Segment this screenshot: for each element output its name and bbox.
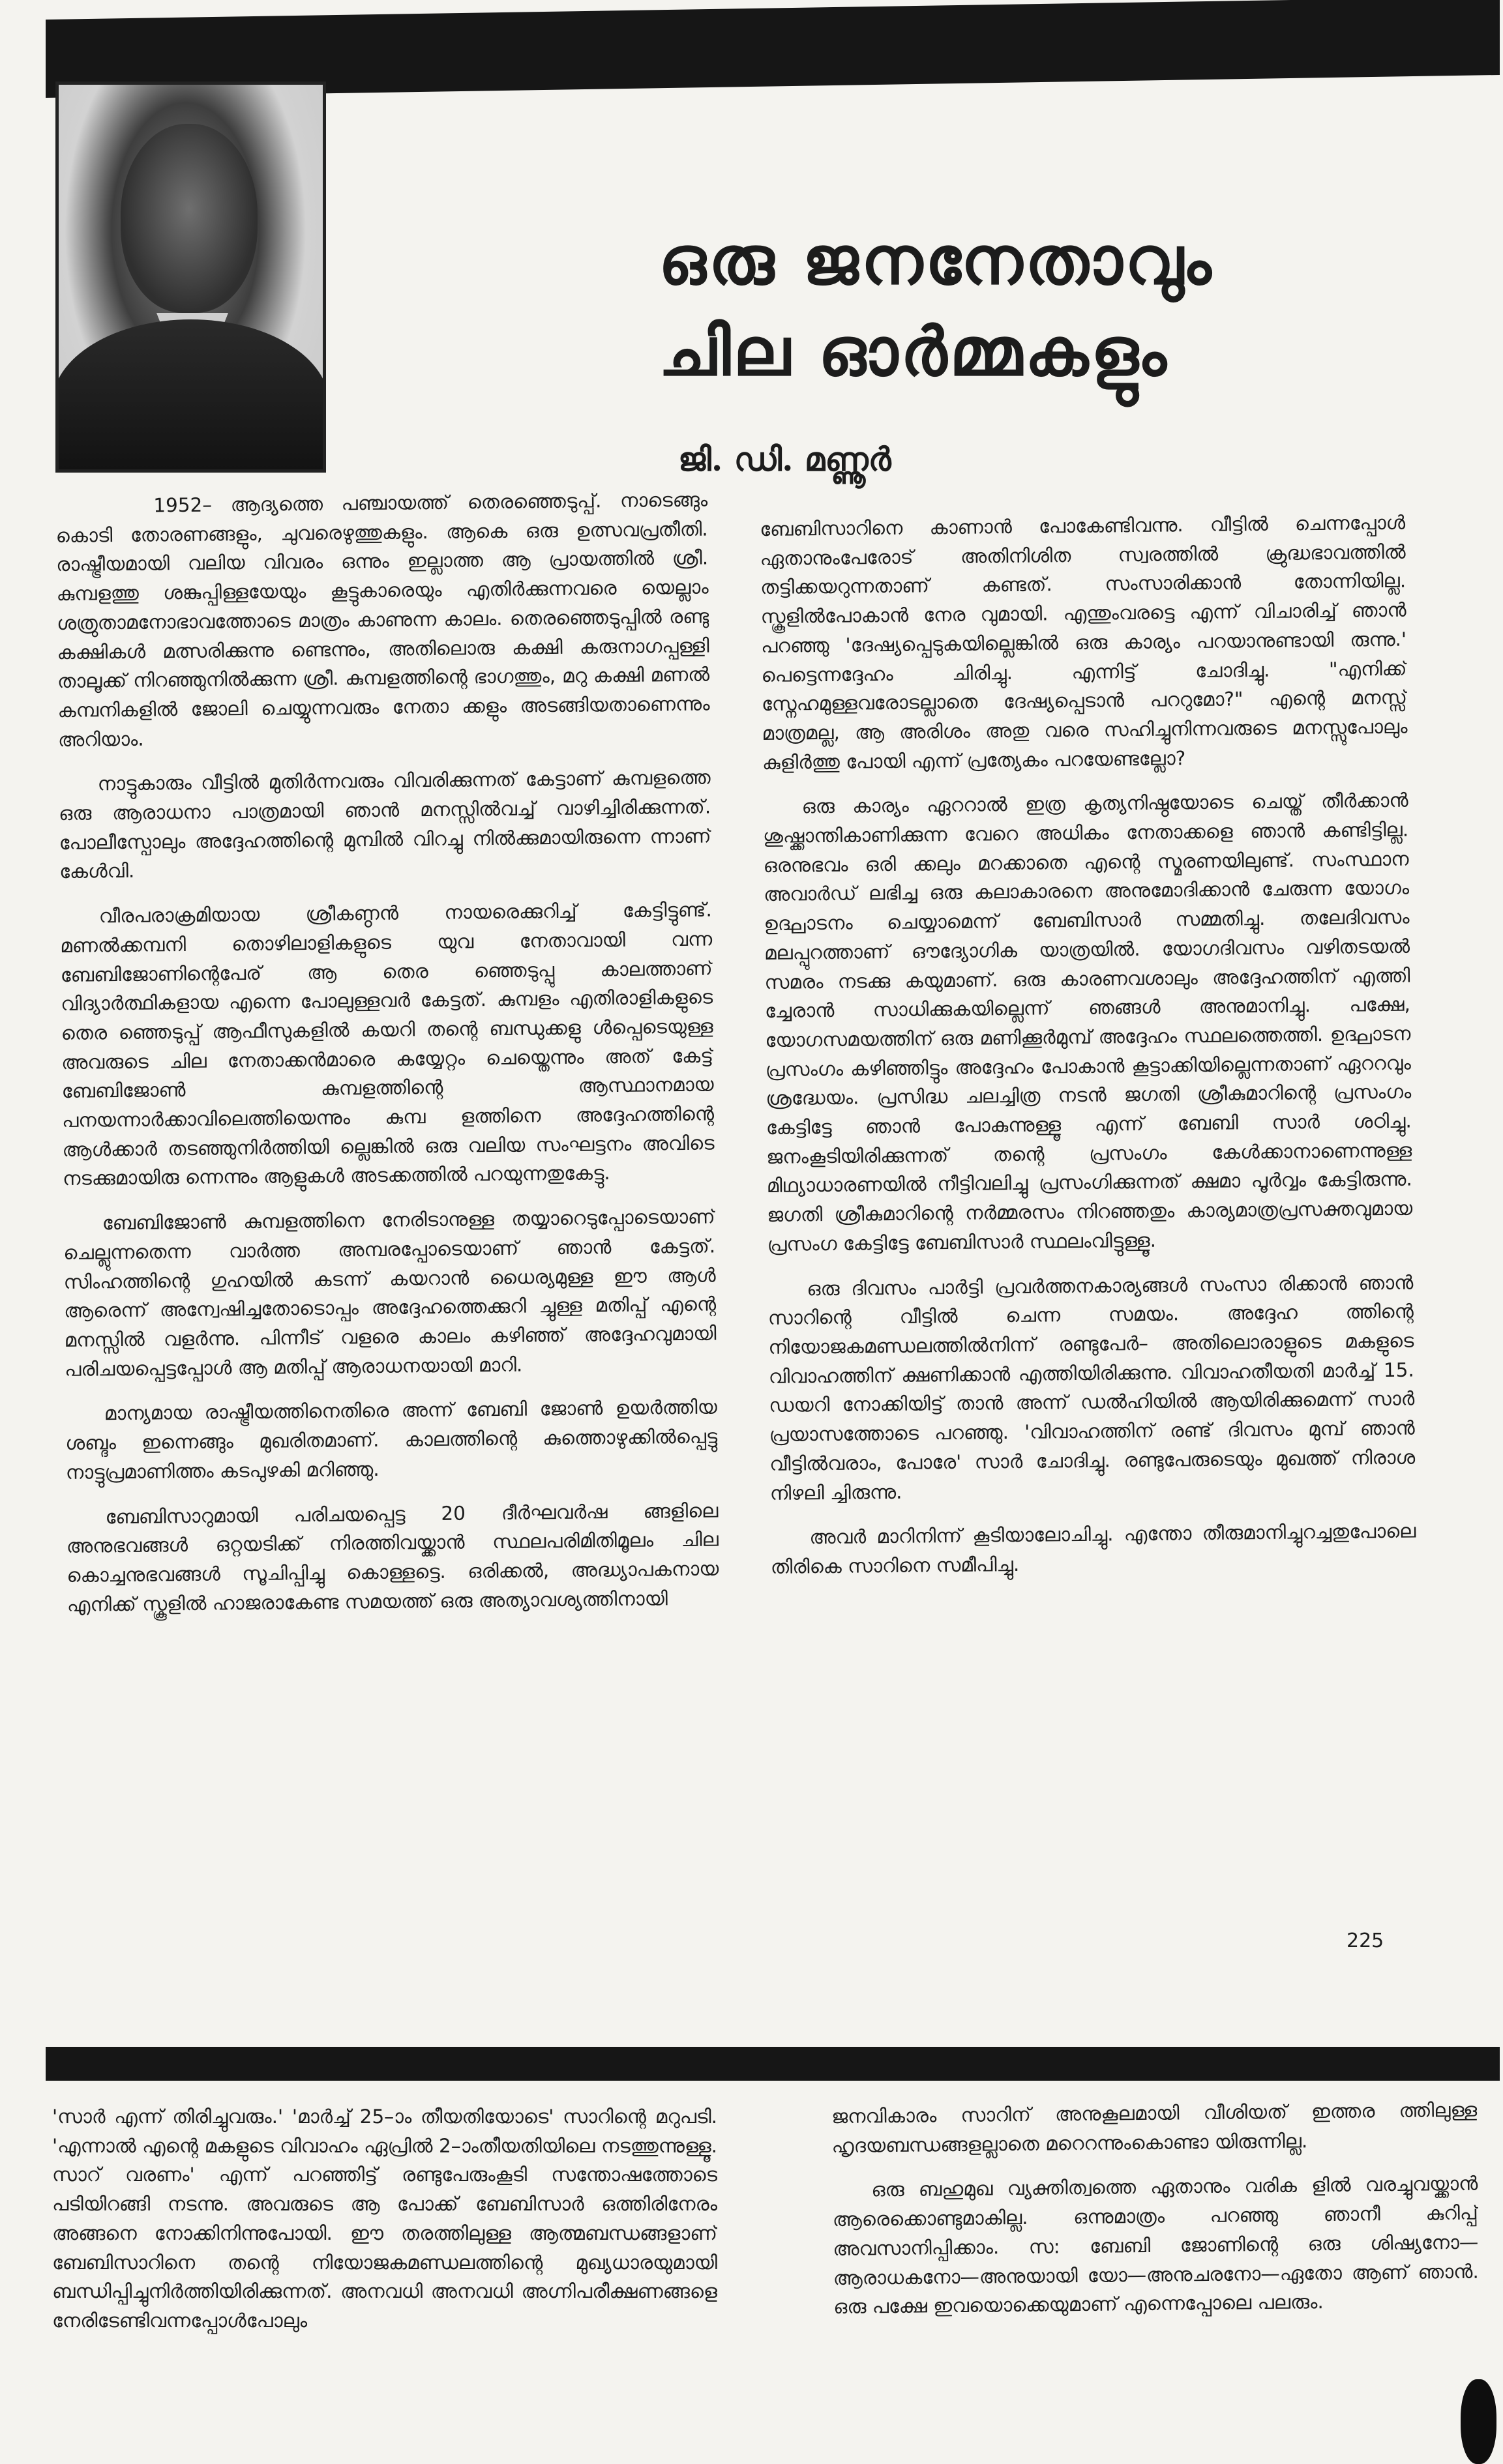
article-column-1 <box>55 486 723 2014</box>
paragraph: ഒരു ദിവസം പാർട്ടി പ്രവർത്തനകാര്യങ്ങൾ സംസാ രിക്കാൻ ഞാൻ സാറിന്റെ വീട്ടിൽ ചെന്ന സമയം. അദ്ദേഹ ത്തിന്റെ നിയോജകമണ്ഡലത്തിൽനിന്ന് രണ്ടുപേർ– അതിലൊരാളുടെ മകളുടെ വിവാഹത്തിന് ക്ഷണിക്കാൻ എത്തിയിരിക്കുന്നു. വിവാഹതീയതി മാർച്ച് 15. ഡയറി നോക്കിയിട്ട് താൻ അന്ന് ഡൽഹിയിൽ ആയിരിക്കുമെന്ന് സാർ പ്രയാസത്തോടെ പറഞ്ഞു. 'വിവാഹത്തിന് രണ്ട് ദിവസം മുമ്പ് ഞാൻ വീട്ടിൽവരാം, പോരേ' സാർ ചോദിച്ചു. രണ്ടുപേരുടെയും മുഖത്ത് നിരാശ നിഴലി ച്ചിരുന്നു. <box>767 1271 1416 1504</box>
paragraph: 'സാർ എന്ന് തിരിച്ചുവരും.' 'മാർച്ച് 25–ാം തീയതിയോടെ' സാറിന്റെ മറുപടി. 'എന്നാൽ എന്റെ മകളുടെ വിവാഹം ഏപ്രിൽ 2–ാംതീയതിയിലെ നടത്തുന്നുള്ളൂ. സാറ് വരണം' എന്ന് പറഞ്ഞിട്ട് രണ്ടുപേരുംകൂടി സന്തോഷത്തോടെ പടിയിറങ്ങി നടന്നു. അവരുടെ ആ പോക്ക് ബേബിസാർ ഒത്തിരിനേരം അങ്ങനെ നോക്കിനിന്നുപോയി. ഈ തരത്തിലുള്ള ആത്മബന്ധങ്ങളാണ് ബേബിസാറിനെ തന്റെ നിയോജകമണ്ഡലത്തിന്റെ മുഖ്യധാരയുമായി ബന്ധിപ്പിച്ചുനിർത്തിയിരിക്കുന്നത്. അനവധി അനവധി അഗ്നിപരീക്ഷണങ്ങളെ നേരിടേണ്ടിവന്നപ്പോൾപോലും <box>52 2105 717 2332</box>
article-title-line-2: ചില ഓർമ്മകളും <box>659 313 1169 391</box>
next-page-column-1 <box>52 2102 717 2428</box>
binding-hole-mark <box>1461 2379 1496 2464</box>
article-column-2 <box>760 508 1420 1936</box>
article-title-line-1: ഒരു ജനനേതാവും <box>659 222 1214 300</box>
paragraph: ഒരു ബഹുമുഖ വ്യക്തിത്വത്തെ ഏതാനും വരിക ളിൽ വരച്ചുവയ്ക്കാൻ ആരെക്കൊണ്ടുമാകില്ല. ഒന്നുമാത്രം പറഞ്ഞു ഞാനീ കുറിപ്പ് അവസാനിപ്പിക്കാം. സ: ബേബി ജോണിന്റെ ഒരു ശിഷ്യനോ—ആരാധകനോ—അനുയായി യോ—അനുചരനോ—ഏതോ ആണ് ഞാൻ. ഒരു പക്ഷേ ഇവയൊക്കെയുമാണ് എന്നെപ്പോലെ പലരും. <box>832 2173 1479 2319</box>
paragraph: മാന്യമായ രാഷ്ട്രീയത്തിനെതിരെ അന്ന് ബേബി ജോൺ ഉയർത്തിയ ശബ്ദം ഇന്നെങ്ങും മുഖരിതമാണ്. കാലത്തിന്റെ കുത്തൊഴുക്കിൽപ്പെട്ടു നാട്ടുപ്രമാണിത്തം കടപുഴകി മറിഞ്ഞു. <box>65 1396 718 1484</box>
next-page-column-2 <box>831 2096 1480 2428</box>
paragraph: അവർ മാറിനിന്ന് കൂടിയാലോചിച്ചു. എന്തോ തീരുമാനിച്ചുറച്ചതുപോലെ തിരികെ സാറിനെ സമീപിച്ചു. <box>770 1519 1416 1578</box>
paragraph: വീരപരാക്രമിയായ ശ്രീകണ്ഠൻ നായരെക്കുറിച്ച് കേട്ടിട്ടുണ്ട്. മണൽക്കമ്പനി തൊഴിലാളികളുടെ യുവ നേതാവായി വന്ന ബേബിജോണിന്റെപേര് ആ തെര ഞ്ഞെടുപ്പു കാലത്താണ് വിദ്യാർത്ഥികളായ എന്നെ പോലുള്ളവർ കേട്ടത്. കുമ്പളം എതിരാളികളുടെ തെര ഞ്ഞെടുപ്പ് ആഫീസുകളിൽ കയറി തന്റെ ബന്ധുക്കളു ൾപ്പെടെയുള്ള അവരുടെ ചില നേതാക്കൻമാരെ കയ്യേറ്റം ചെയ്തെന്നും അത് കേട്ട് ബേബിജോൺ കുമ്പളത്തിന്റെ ആസ്ഥാനമായ പനയന്നാർക്കാവിലെത്തിയെന്നും കുമ്പ ളത്തിനെ അദ്ദേഹത്തിന്റെ ആൾക്കാർ തടഞ്ഞുനിർത്തിയി ല്ലെങ്കിൽ ഒരു വലിയ സംഘട്ടനം അവിടെ നടക്കുമായിരു ന്നെന്നും ആളുകൾ അടക്കത്തിൽ പറയുന്നതുകേട്ടു. <box>60 898 715 1190</box>
paragraph: ബേബിജോൺ കുമ്പളത്തിനെ നേരിടാനുള്ള തയ്യാറെടുപ്പോടെയാണ് ചെല്ലുന്നതെന്ന വാർത്ത അമ്പരപ്പോടെയാണ് ഞാൻ കേട്ടത്. സിംഹത്തിന്റെ ഗുഹയിൽ കടന്ന് കയറാൻ ധൈര്യമുള്ള ഈ ആൾ ആരെന്ന് അന്വേഷിച്ചതോടൊപ്പം അദ്ദേഹത്തെക്കുറി ച്ചുള്ള മതിപ്പ് എന്റെ മനസ്സിൽ വളർന്നു. പിന്നീട് വളരെ കാലം കഴിഞ്ഞ് അദ്ദേഹവുമായി പരിചയപ്പെട്ടപ്പോൾ ആ മതിപ്പ് ആരാധനയായി മാറി. <box>63 1205 717 1381</box>
page-divider-rule <box>46 2047 1500 2081</box>
paragraph: ഒരു കാര്യം ഏററാൽ ഇത്ര കൃത്യനിഷ്ഠയോടെ ചെയ്ത് തീർക്കാൻ ശുഷ്ക്കാന്തികാണിക്കുന്ന വേറെ അധികം നേതാക്കളെ ഞാൻ കണ്ടിട്ടില്ല. ഒരനുഭവം ഒരി ക്കലും മറക്കാതെ എന്റെ സ്മരണയിലുണ്ട്. സംസ്ഥാന അവാർഡ് ലഭിച്ച ഒരു കലാകാരനെ അനുമോദിക്കാൻ ചേരുന്ന യോഗം ഉദ്ഘാടനം ചെയ്യാമെന്ന് ബേബിസാർ സമ്മതിച്ചു. തലേദിവസം മലപ്പുറത്താണ് ഔദ്യോഗിക യാത്രയിൽ. യോഗദിവസം വഴിതടയൽ സമരം നടക്കു കയുമാണ്. ഒരു കാരണവശാലും അദ്ദേഹത്തിന് എത്തി ച്ചേരാൻ സാധിക്കുകയില്ലെന്ന് ഞങ്ങൾ അനുമാനിച്ചു. പക്ഷേ, യോഗസമയത്തിന് ഒരു മണിക്കൂർമുമ്പ് അദ്ദേഹം സ്ഥലത്തെത്തി. ഉദ്ഘാടന പ്രസംഗം കഴിഞ്ഞിട്ടും അദ്ദേഹം പോകാൻ കൂട്ടാക്കിയില്ലെന്നതാണ് ഏററവും ശ്രദ്ധേയം. പ്രസിദ്ധ ചലച്ചിത്ര നടൻ ജഗതി ശ്രീകുമാറിന്റെ പ്രസംഗം കേട്ടിട്ടേ ഞാൻ പോകുന്നുള്ളൂ എന്ന് ബേബി സാർ ശഠിച്ചു. ജനംകൂടിയിരിക്കുന്നത് തന്റെ പ്രസംഗം കേൾക്കാനാണെന്നുള്ള മിഥ്യാധാരണയിൽ നീട്ടിവലിച്ചു പ്രസംഗിക്കുന്നത് ക്ഷമാ പൂർവ്വം കേട്ടിരുന്നു. ജഗതി ശ്രീകുമാറിന്റെ നർമ്മരസം നിറഞ്ഞതും കാര്യമാത്രപ്രസക്തവുമായ പ്രസംഗ കേട്ടിട്ടേ ബേബിസാർ സ്ഥലംവിട്ടുള്ളൂ. <box>762 789 1413 1255</box>
portrait-shoulders <box>55 319 326 473</box>
article-title <box>659 215 1376 398</box>
paragraph: ജനവികാരം സാറിന് അനുകൂലമായി വീശിയത് ഇത്തര ത്തിലുള്ള ഹൃദയബന്ധങ്ങളല്ലാതെ മറെറന്നുംകൊണ്ടാ യിരുന്നില്ല. <box>831 2098 1478 2157</box>
paragraph: ബേബിസാറുമായി പരിചയപ്പെട്ട 20 ദീർഘവർഷ ങ്ങളിലെ അനുഭവങ്ങൾ ഒറ്റയടിക്ക് നിരത്തിവയ്ക്കാൻ സ്ഥലപരിമിതിമൂലം ചില കൊച്ചനുഭവങ്ങൾ സൂചിപ്പിച്ചു കൊള്ളട്ടെ. ഒരിക്കൽ, അദ്ധ്യാപകനായ എനിക്ക് സ്കൂളിൽ ഹാജരാകേണ്ട സമയത്ത് ഒരു അത്യാവശ്യത്തിനായി <box>66 1499 719 1616</box>
paragraph: ബേബിസാറിനെ കാണാൻ പോകേണ്ടിവന്നു. വീട്ടിൽ ചെന്നപ്പോൾ ഏതാനുംപേരോട് അതിനിശിത സ്വരത്തിൽ ക്രുദ്ധഭാവത്തിൽ തട്ടിക്കയറുന്നതാണ് കണ്ടത്. സംസാരിക്കാൻ തോന്നിയില്ല. സ്കൂളിൽപോകാൻ നേര വുമായി. എന്തുംവരട്ടെ എന്ന് വിചാരിച്ച് ഞാൻ പറഞ്ഞു 'ദേഷ്യപ്പെടുകയില്ലെങ്കിൽ ഒരു കാര്യം പറയാനുണ്ടായി രുന്നു.' പെട്ടെന്നദ്ദേഹം ചിരിച്ചു. എന്നിട്ട് ചോദിച്ചു. "എനിക്ക് സ്നേഹമുള്ളവരോടല്ലാതെ ദേഷ്യപ്പെടാൻ പററുമോ?" എന്റെ മനസ്സ് മാത്രമല്ല, ആ അരിശം അതു വരെ സഹിച്ചുനിന്നവരുടെ മനസ്സുപോലും കുളിർത്തു പോയി എന്ന് പ്രത്യേകം പറയേണ്ടല്ലോ? <box>760 511 1408 774</box>
author-portrait-photo <box>55 81 326 473</box>
paragraph: നാട്ടുകാരും വീട്ടിൽ മുതിർന്നവരും വിവരിക്കുന്നത് കേട്ടാണ് കുമ്പളത്തെ ഒരു ആരാധനാ പാത്രമായി ഞാൻ മനസ്സിൽവച്ച് വാഴിച്ചിരിക്കുന്നത്. പോലീസ്പോലും അദ്ദേഹത്തിന്റെ മുമ്പിൽ വിറച്ചു നിൽക്കുമായിരുന്നെ ന്നാണ് കേൾവി. <box>58 766 711 883</box>
page-number: 225 <box>1347 1929 1384 1952</box>
portrait-face <box>121 124 258 313</box>
article-author: ജി. ഡി. മണ്ണൂർ <box>678 440 891 478</box>
paragraph: 1952– ആദ്യത്തെ പഞ്ചായത്ത് തെരഞ്ഞെടുപ്പ്. നാടെങ്ങും കൊടി തോരണങ്ങളും, ചുവരെഴുത്തുകളും. ആകെ ഒരു ഉത്സവപ്രതീതി. രാഷ്ട്രീയമായി വലിയ വിവരം ഒന്നും ഇല്ലാത്ത ആ പ്രായത്തിൽ ശ്രീ. കുമ്പളത്തു ശങ്കുപ്പിള്ളയേയും കൂട്ടുകാരെയും എതിർക്കുന്നവരെ യെല്ലാം ശത്രുതാമനോഭാവത്തോടെ മാത്രം കാണുന്ന കാലം. തെരഞ്ഞെടുപ്പിൽ രണ്ടു കക്ഷികൾ മത്സരിക്കുന്നു ണ്ടെന്നും, അതിലൊരു കക്ഷി കരുനാഗപ്പള്ളി താലൂക്ക് നിറഞ്ഞുനിൽക്കുന്ന ശ്രീ. കുമ്പളത്തിന്റെ ഭാഗത്തും, മറു കക്ഷി മണൽ കമ്പനികളിൽ ജോലി ചെയ്യുന്നവരും നേതാ ക്കളും അടങ്ങിയതാണെന്നും അറിയാം. <box>55 488 710 751</box>
